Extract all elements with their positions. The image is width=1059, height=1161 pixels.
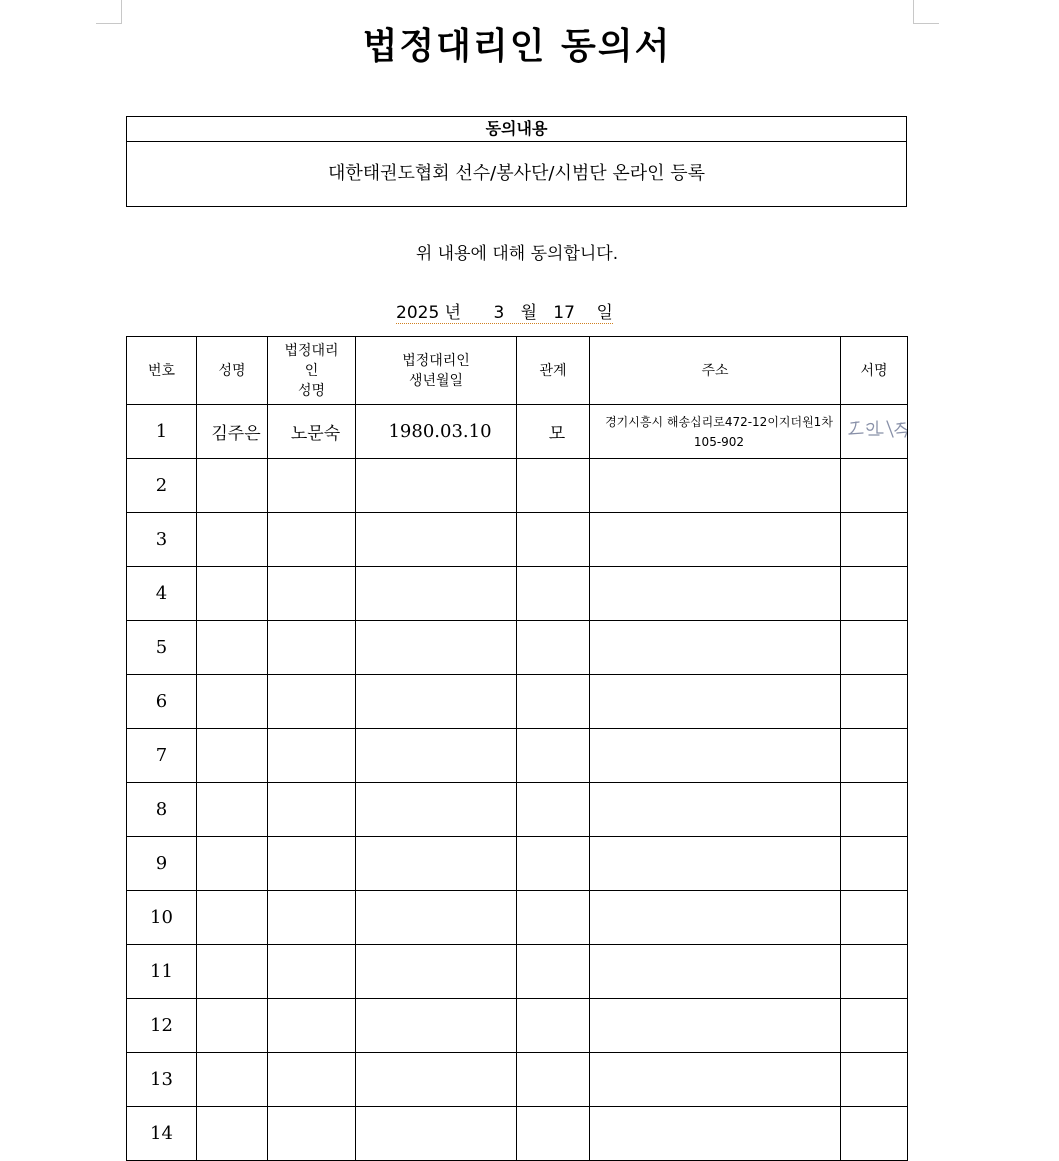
row-guardian-name: [268, 567, 356, 621]
row-guardian-name: [268, 621, 356, 675]
date-line: [396, 298, 613, 324]
row-number: 5: [127, 621, 197, 675]
date-month: 3: [493, 303, 505, 323]
table-row: [127, 1107, 908, 1161]
guardian-table: [126, 336, 908, 1161]
row-relation: 모: [517, 405, 590, 459]
row-address: [590, 567, 841, 621]
table-row: [127, 945, 908, 999]
row-guardian-name: [268, 729, 356, 783]
row-number: 3: [127, 513, 197, 567]
row-guardian-birth: [356, 1107, 517, 1161]
row-number: 2: [127, 459, 197, 513]
row-number: 1: [127, 405, 197, 459]
row-name: [197, 567, 268, 621]
row-relation: [517, 567, 590, 621]
row-address: [590, 1107, 841, 1161]
row-guardian-birth: [356, 675, 517, 729]
table-header-row: [127, 337, 908, 405]
row-address: [590, 891, 841, 945]
row-name: 김주은: [197, 405, 268, 459]
row-address: [590, 783, 841, 837]
table-row: [127, 999, 908, 1053]
table-row: [127, 567, 908, 621]
table-row: [127, 675, 908, 729]
row-address: [590, 1053, 841, 1107]
row-signature: [841, 567, 908, 621]
consent-header: 동의내용: [127, 117, 906, 142]
consent-box: [126, 116, 907, 207]
row-name: [197, 729, 268, 783]
date-month-unit: 월: [520, 303, 538, 323]
row-address: [590, 729, 841, 783]
row-address: [590, 621, 841, 675]
row-name: [197, 891, 268, 945]
row-guardian-birth: [356, 1053, 517, 1107]
row-guardian-birth: [356, 945, 517, 999]
agree-statement: 위 내용에 대해 동의합니다.: [415, 244, 619, 264]
row-address: [590, 675, 841, 729]
table-row: [127, 1053, 908, 1107]
row-address: [590, 945, 841, 999]
row-signature: [841, 675, 908, 729]
row-name: [197, 621, 268, 675]
date-year: 2025: [396, 303, 440, 323]
row-guardian-name: [268, 945, 356, 999]
row-number: 6: [127, 675, 197, 729]
row-address: [590, 999, 841, 1053]
row-signature: [841, 837, 908, 891]
table-row: [127, 729, 908, 783]
header-signature: 서명: [841, 337, 908, 405]
document-title: 법정대리인 동의서: [362, 26, 672, 67]
date-year-unit: 년: [444, 303, 462, 323]
row-name: [197, 945, 268, 999]
row-address: [590, 459, 841, 513]
table-row: [127, 891, 908, 945]
handwritten-signature-icon: [847, 417, 908, 441]
row-guardian-birth: [356, 621, 517, 675]
row-number: 10: [127, 891, 197, 945]
row-signature: [841, 999, 908, 1053]
row-relation: [517, 1107, 590, 1161]
row-name: [197, 513, 268, 567]
row-address: [590, 837, 841, 891]
row-number: 7: [127, 729, 197, 783]
header-address: 주소: [590, 337, 841, 405]
row-guardian-name: [268, 999, 356, 1053]
row-relation: [517, 513, 590, 567]
row-number: 4: [127, 567, 197, 621]
row-number: 11: [127, 945, 197, 999]
row-name: [197, 675, 268, 729]
row-guardian-name: [268, 675, 356, 729]
row-signature: [841, 459, 908, 513]
date-day-unit: 일: [596, 303, 613, 323]
row-name: [197, 459, 268, 513]
row-guardian-name: 노문숙: [268, 405, 356, 459]
row-relation: [517, 459, 590, 513]
row-guardian-birth: [356, 837, 517, 891]
row-guardian-name: [268, 783, 356, 837]
row-guardian-birth: [356, 567, 517, 621]
row-guardian-name: [268, 1107, 356, 1161]
row-guardian-name: [268, 891, 356, 945]
table-row: [127, 459, 908, 513]
row-relation: [517, 729, 590, 783]
row-relation: [517, 837, 590, 891]
row-address: 경기시흥시 해송십리로472-12이지더원1차105-902: [590, 405, 841, 459]
row-name: [197, 1053, 268, 1107]
header-guardian-birth: 법정대리인 생년월일: [356, 337, 517, 405]
row-signature: [841, 1107, 908, 1161]
row-address: [590, 513, 841, 567]
table-row: [127, 837, 908, 891]
header-relation: 관계: [517, 337, 590, 405]
header-guardian-name: 법정대리 인 성명: [268, 337, 356, 405]
row-guardian-birth: [356, 729, 517, 783]
row-signature: [841, 891, 908, 945]
row-guardian-birth: [356, 891, 517, 945]
row-guardian-name: [268, 837, 356, 891]
row-number: 12: [127, 999, 197, 1053]
table-row: [127, 783, 908, 837]
row-signature: [841, 621, 908, 675]
row-signature: [841, 405, 908, 459]
table-row: [127, 513, 908, 567]
row-guardian-birth: [356, 999, 517, 1053]
row-number: 8: [127, 783, 197, 837]
table-row: [127, 405, 908, 459]
header-number: 번호: [127, 337, 197, 405]
row-guardian-birth: [356, 513, 517, 567]
row-relation: [517, 1053, 590, 1107]
date-day: 17: [553, 303, 575, 323]
row-relation: [517, 675, 590, 729]
row-name: [197, 999, 268, 1053]
row-relation: [517, 891, 590, 945]
row-guardian-name: [268, 459, 356, 513]
row-signature: [841, 945, 908, 999]
row-name: [197, 783, 268, 837]
table-row: [127, 621, 908, 675]
row-number: 9: [127, 837, 197, 891]
row-relation: [517, 783, 590, 837]
row-guardian-birth: [356, 783, 517, 837]
row-signature: [841, 1053, 908, 1107]
row-number: 13: [127, 1053, 197, 1107]
row-relation: [517, 999, 590, 1053]
row-number: 14: [127, 1107, 197, 1161]
row-relation: [517, 945, 590, 999]
row-signature: [841, 783, 908, 837]
row-name: [197, 1107, 268, 1161]
row-relation: [517, 621, 590, 675]
row-name: [197, 837, 268, 891]
row-guardian-birth: [356, 459, 517, 513]
row-guardian-name: [268, 1053, 356, 1107]
row-signature: [841, 729, 908, 783]
row-guardian-name: [268, 513, 356, 567]
consent-text: 대한태권도협회 선수/봉사단/시범단 온라인 등록: [327, 163, 706, 184]
row-guardian-birth: 1980.03.10: [356, 405, 517, 459]
row-signature: [841, 513, 908, 567]
header-name: 성명: [197, 337, 268, 405]
